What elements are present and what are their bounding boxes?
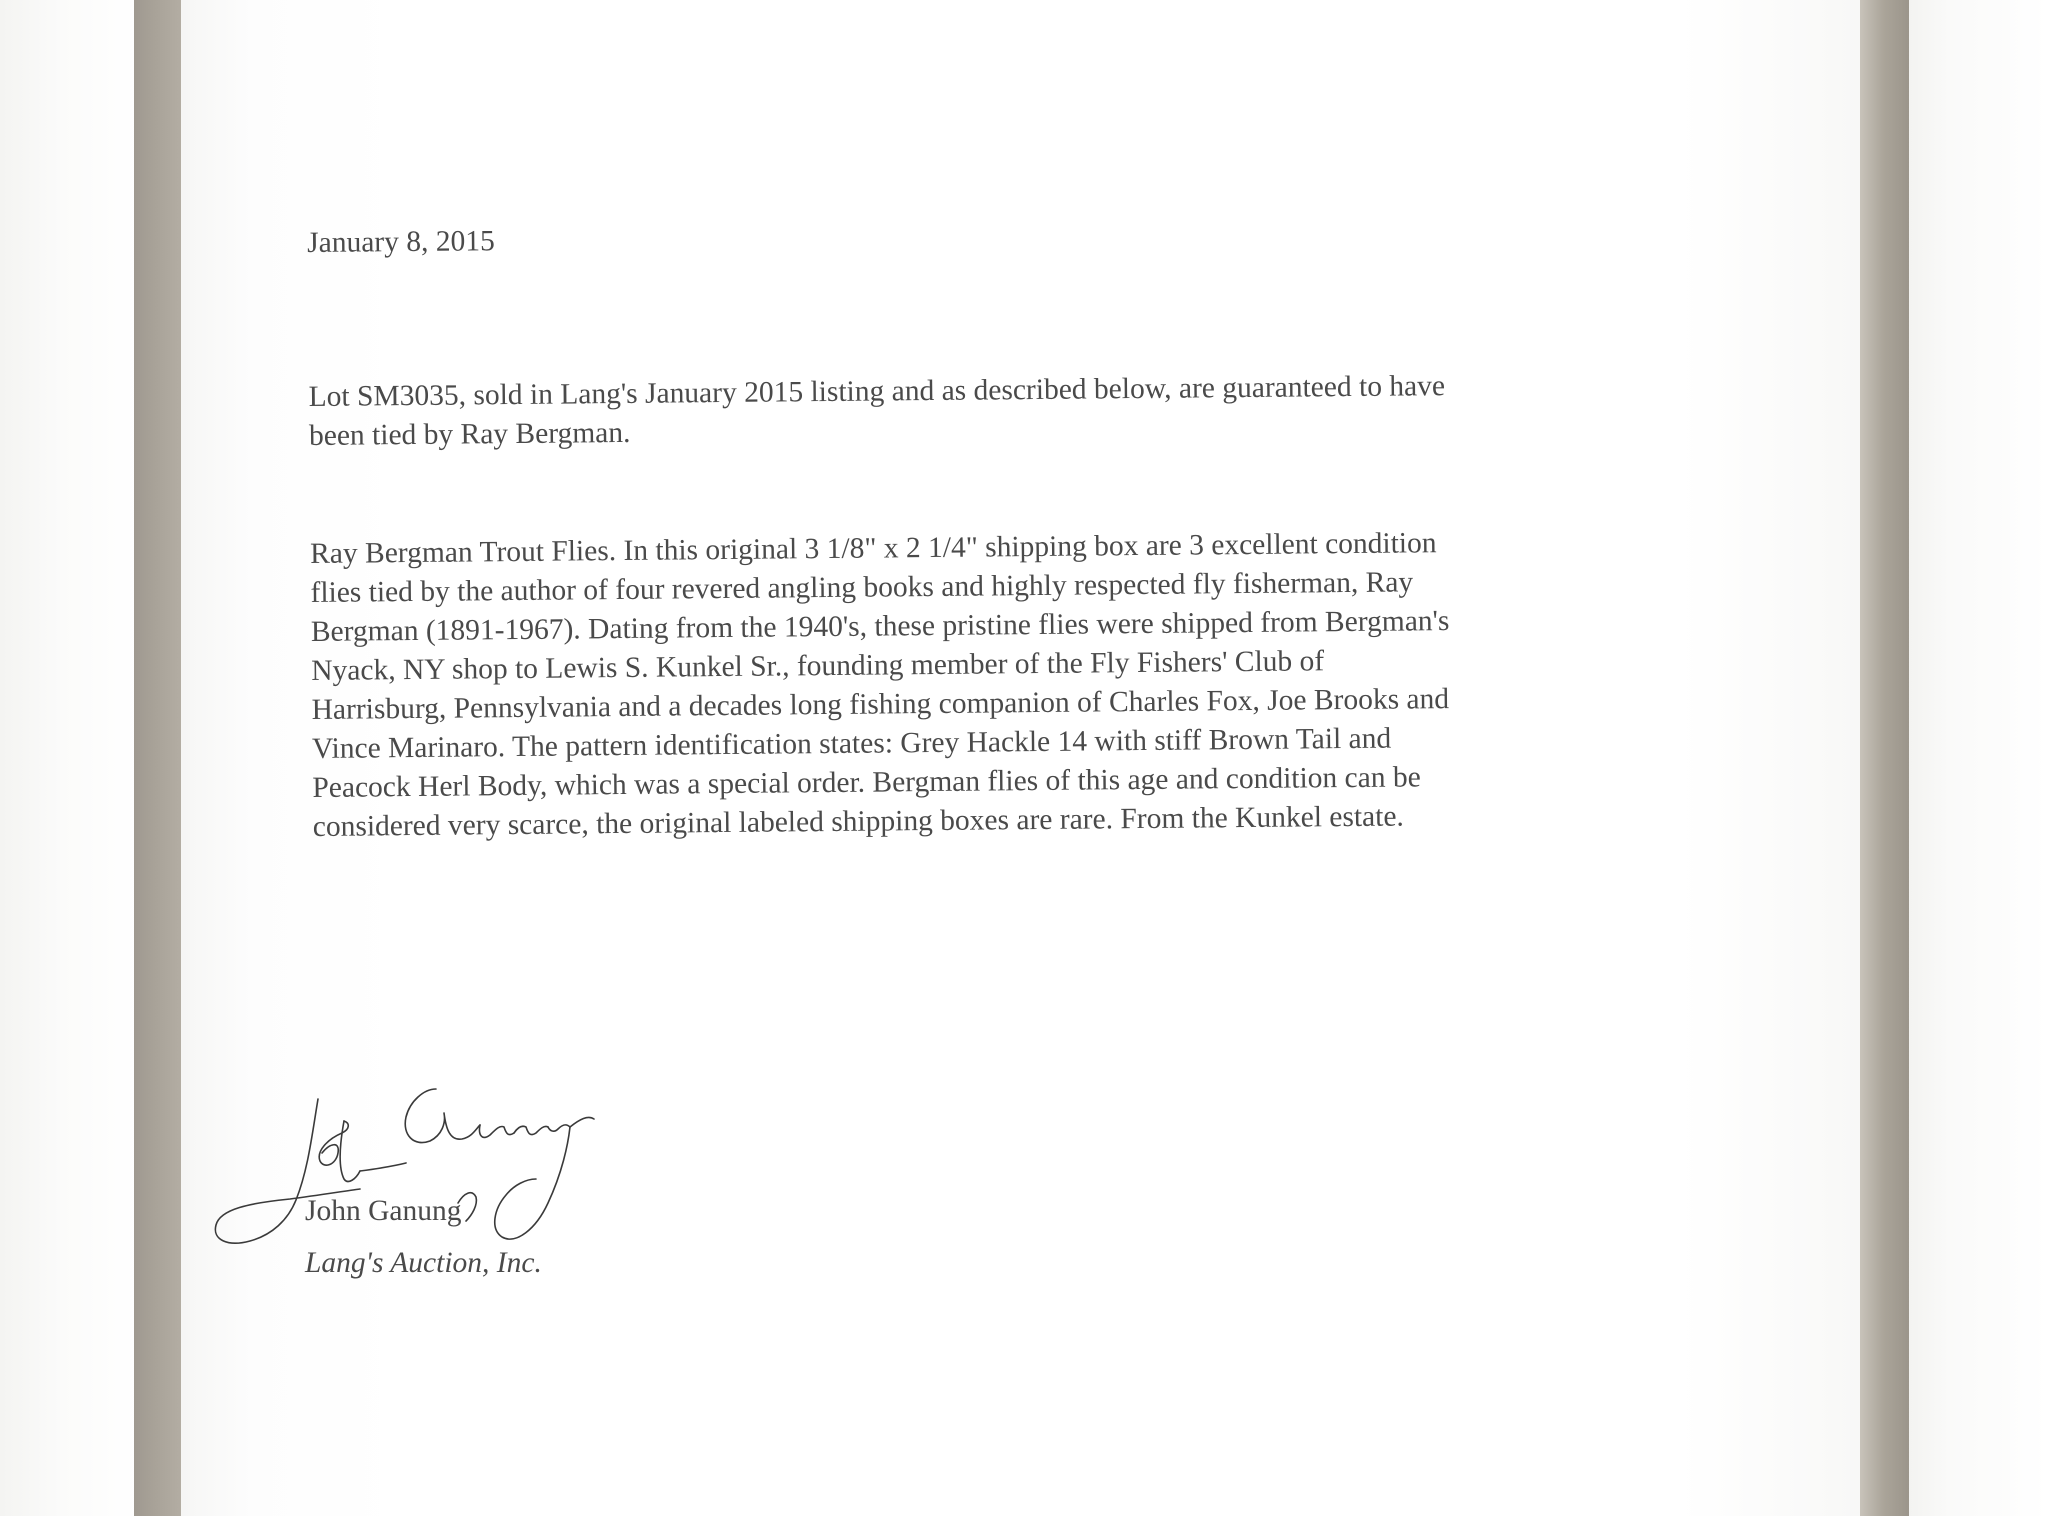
letter-intro-paragraph: Lot SM3035, sold in Lang's January 2015 listing and as described below, are guaranteed to have been tied by Ray Bergman. (308, 370, 1446, 452)
letter-description-paragraph: Ray Bergman Trout Flies. In this original 3 1/8" x 2 1/4" shipping box are 3 excellent condition flies tied by the author of four revered angling books and highly respected fly fisherman, Ray Bergman (1891-1967). Dating from the 1940's, these pristine flies were shipped from Bergman's Nyack, NY shop to Lewis S. Kunkel Sr., founding member of the Fly Fishers' Club of Harrisburg, Pennsylvania and a decades long fishing companion of Charles Fox, Joe Brooks and Vince Marinaro. The pattern identification states: Grey Hackle 14 with stiff Brown Tail and Peacock Herl Body, which was a special order. Bergman flies of this age and condition can be considered very scarce, the original labeled shipping boxes are rare. From the Kunkel estate. (310, 527, 1450, 843)
frame-mat-left (134, 0, 181, 1516)
handwritten-signature (210, 1075, 660, 1255)
letter-date: January 8, 2015 (307, 225, 495, 259)
signer-company: Lang's Auction, Inc. (305, 1247, 542, 1279)
letter-body (307, 211, 1673, 847)
signer-name: John Ganung (305, 1195, 462, 1227)
frame-outer-right (1909, 0, 2048, 1516)
frame-mat-right (1860, 0, 1909, 1516)
